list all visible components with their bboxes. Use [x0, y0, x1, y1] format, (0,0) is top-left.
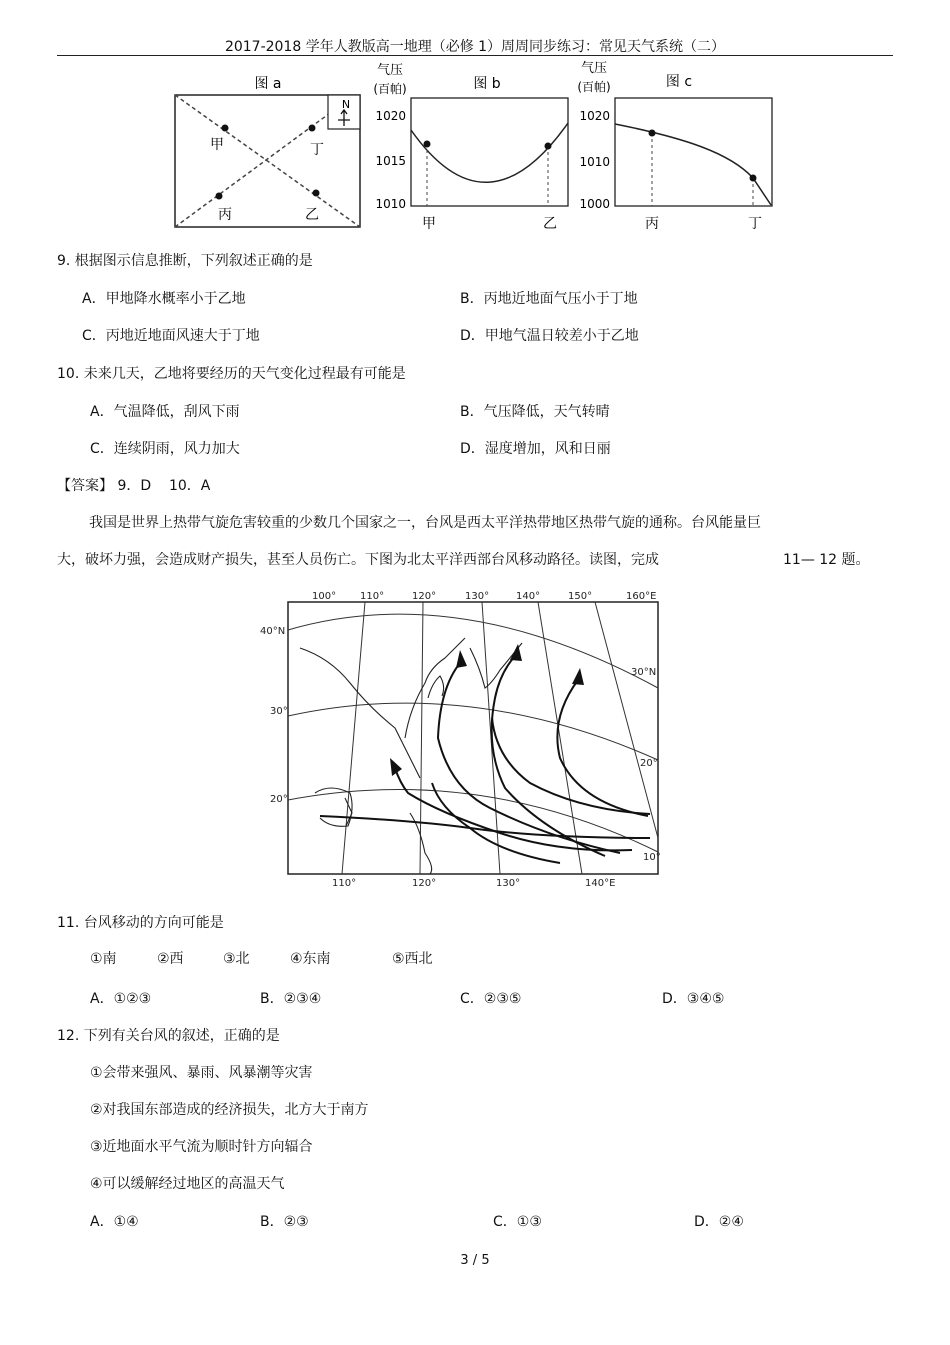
figure-c-xlabel-ding: 丁: [748, 216, 762, 232]
map-bottom-label-140e: 140°E: [585, 878, 616, 889]
figure-c-title: 图 c: [665, 74, 693, 90]
map-top-label-160e: 160°E: [626, 591, 657, 602]
figure-c-frame: [615, 98, 772, 206]
q12-option-d: D．②④: [694, 1214, 744, 1230]
passage-question-range: 11— 12 题。: [783, 552, 870, 568]
figure-b-pressure-curve: [411, 123, 568, 182]
q11-option-a: A．①②③: [90, 991, 152, 1007]
map-top-label-110: 110°: [360, 591, 385, 602]
figure-c-point-bing: [649, 130, 656, 137]
q12-option-b: B．②③: [260, 1214, 309, 1230]
label-yi: 乙: [305, 207, 319, 223]
figure-b-ytitle-1: 气压: [376, 63, 404, 78]
q9-option-c: C．丙地近地面风速大于丁地: [82, 328, 260, 344]
q10-stem: 10. 未来几天，乙地将要经历的天气变化过程最有可能是: [57, 366, 406, 382]
q11-stem: 11. 台风移动的方向可能是: [57, 915, 224, 931]
map-bottom-label-120: 120°: [412, 878, 437, 889]
header-rule: [57, 55, 893, 56]
q10-option-b: B．气压降低，天气转晴: [460, 404, 610, 420]
passage-line-1: 我国是世界上热带气旋危害较重的少数几个国家之一，台风是西太平洋热带地区热带气旋的通称。台风能量巨: [89, 515, 761, 531]
map-top-label-150: 150°: [568, 591, 593, 602]
figure-c-ytitle-2: (百帕): [577, 80, 611, 94]
map-right-label-30n: 30°N: [631, 667, 657, 678]
point-yi: [313, 190, 320, 197]
map-left-label-20: 20°: [270, 794, 288, 805]
page-header: 2017-2018 学年人教版高一地理（必修 1）周周同步练习：常见天气系统（二）: [224, 39, 726, 55]
q10-option-d: D．湿度增加，风和日丽: [460, 441, 611, 457]
pressure-figures: [165, 58, 785, 238]
q12-option-c: C．①③: [493, 1214, 542, 1230]
map-top-label-100: 100°: [312, 591, 337, 602]
q11-option-c: C．②③⑤: [460, 991, 522, 1007]
answer-line: 【答案】 9．D 10．A: [57, 478, 211, 494]
map-left-label-30: 30°: [270, 706, 288, 717]
point-bing: [216, 193, 223, 200]
passage-line-2: 大，破坏力强，会造成财产损失，甚至人员伤亡。下图为北太平洋西部台风移动路径。读图，完成: [57, 552, 659, 568]
figure-b-tick-1020: 1020: [375, 109, 406, 123]
figure-c-tick-1000: 1000: [579, 197, 610, 211]
figure-c-xlabel-bing: 丙: [645, 216, 659, 232]
figure-b-point-yi: [545, 143, 552, 150]
q11-choice-3: ③北: [223, 951, 250, 967]
figure-b-tick-1015: 1015: [375, 154, 406, 168]
label-jia: 甲: [210, 137, 224, 153]
map-right-label-10: 10°: [643, 852, 661, 863]
q11-choice-2: ②西: [157, 951, 184, 967]
q12-statement-4: ④可以缓解经过地区的高温天气: [90, 1176, 285, 1192]
figure-b-ytitle-2: (百帕): [373, 82, 407, 96]
q11-choice-1: ①南: [90, 951, 117, 967]
label-bing: 丙: [218, 207, 232, 223]
q12-statement-2: ②对我国东部造成的经济损失，北方大于南方: [90, 1102, 369, 1118]
figure-c-pressure-curve: [615, 124, 771, 205]
label-ding: 丁: [310, 142, 324, 158]
map-top-label-120: 120°: [412, 591, 437, 602]
point-jia: [222, 125, 229, 132]
q10-option-a: A．气温降低，刮风下雨: [90, 404, 240, 420]
q10-option-c: C．连续阴雨，风力加大: [90, 441, 240, 457]
q12-statement-1: ①会带来强风、暴雨、风暴潮等灾害: [90, 1065, 313, 1081]
map-bottom-label-130: 130°: [496, 878, 521, 889]
q9-stem: 9. 根据图示信息推断，下列叙述正确的是: [57, 253, 313, 269]
q11-option-b: B．②③④: [260, 991, 322, 1007]
q11-choice-4: ④东南: [290, 951, 331, 967]
q11-option-d: D．③④⑤: [662, 991, 725, 1007]
figure-b-xlabel-jia: 甲: [422, 216, 436, 232]
q9-option-a: A．甲地降水概率小于乙地: [82, 291, 246, 307]
compass-n-label: N: [341, 98, 351, 111]
map-right-label-20: 20°: [640, 758, 658, 769]
typhoon-track-map: [260, 588, 670, 890]
q11-choice-5: ⑤西北: [392, 951, 433, 967]
figure-b-point-jia: [424, 141, 431, 148]
map-top-label-140: 140°: [516, 591, 541, 602]
figure-c-tick-1020: 1020: [579, 109, 610, 123]
page-number: 3 / 5: [460, 1253, 490, 1268]
q12-statement-3: ③近地面水平气流为顺时针方向辐合: [90, 1139, 313, 1155]
figure-c-tick-1010: 1010: [579, 155, 610, 169]
figure-b-xlabel-yi: 乙: [543, 216, 557, 232]
map-top-label-130: 130°: [465, 591, 490, 602]
q9-option-d: D．甲地气温日较差小于乙地: [460, 328, 639, 344]
q12-stem: 12. 下列有关台风的叙述，正确的是: [57, 1028, 280, 1044]
figure-c-point-ding: [750, 175, 757, 182]
q9-option-b: B．丙地近地面气压小于丁地: [460, 291, 638, 307]
map-bottom-label-110: 110°: [332, 878, 357, 889]
figure-c-ytitle-1: 气压: [580, 61, 608, 76]
map-left-label-40n: 40°N: [260, 626, 286, 637]
figure-b-tick-1010: 1010: [375, 197, 406, 211]
figure-a-title: 图 a: [254, 76, 282, 92]
figure-b-title: 图 b: [473, 76, 501, 92]
point-ding: [309, 125, 316, 132]
q12-option-a: A．①④: [90, 1214, 139, 1230]
